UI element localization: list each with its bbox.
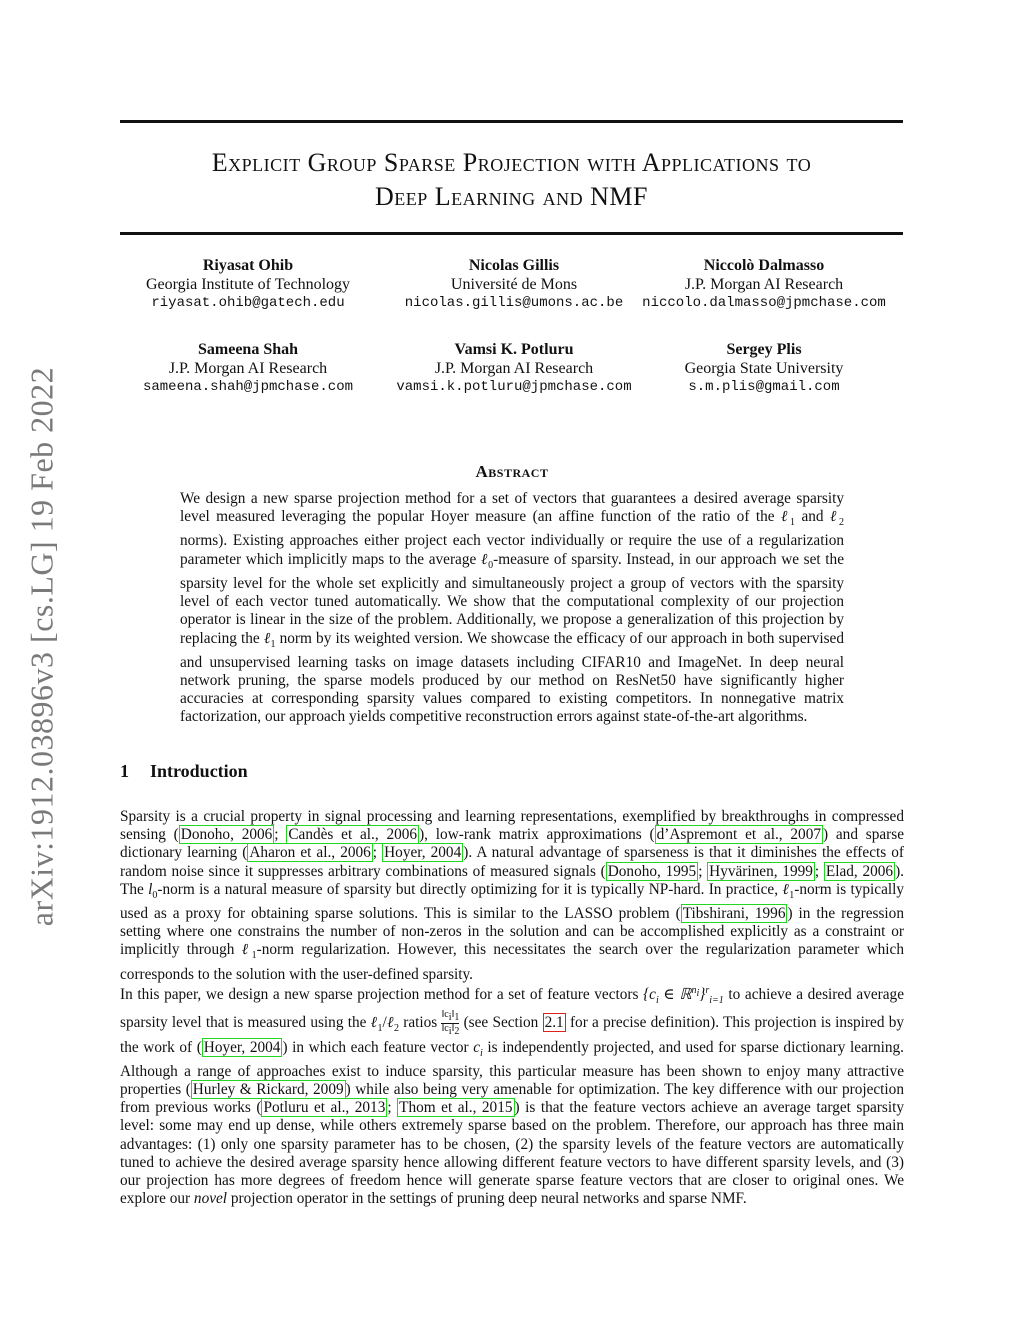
- author-name: Nicolas Gillis: [468, 257, 560, 274]
- abstract-heading: Abstract: [475, 462, 549, 481]
- citation-link[interactable]: Aharon et al., 2006: [249, 844, 371, 862]
- intro-paragraph-1: Sparsity is a crucial property in signal processing and learning representations, exemplified by breakthroughs in compressed sensing ( Donoho, 2006 ; Candès et al., 2006 ), low-rank matrix approximations ( d’Aspremont et al., 2007 ) and sparse dictionary learning ( Aharon et al., 2006 ; Hoyer, 2004 ). A natural advantage of sparseness is that it diminishes the effects of random noise since it suppresses arbitrary combinations of measured signals ( Donoho, 1995 ; Hyvärinen, 1999 ; Elad, 2006 ). The $l_0$-norm is a natural measure of sparsity but directly optimizing for it is typically NP-hard. In practice, ℓ$_1$-norm is typically used as a proxy for obtaining sparse solutions. This is similar to the LASSO problem ( Tibshirani, 1996 ) in the regression setting where one constrains the number of non-zeros in the solution and can be accomplished explicitly as a constraint or implicitly through ℓ$_1$-norm regularization. However, this necessitates the search over the regularization parameter which corresponds to the solution with the user-defined sparsity.: [120, 808, 905, 983]
- author-email[interactable]: riyasat.ohib@gatech.edu: [151, 295, 345, 311]
- author-email[interactable]: sameena.shah@jpmchase.com: [142, 379, 354, 395]
- citation-link[interactable]: Hoyer, 2004: [384, 844, 462, 862]
- author-affiliation: J.P. Morgan AI Research: [434, 360, 594, 377]
- citation-link[interactable]: Hurley & Rickard, 2009: [192, 1081, 344, 1099]
- author-email[interactable]: vamsi.k.potluru@jpmchase.com: [396, 379, 632, 395]
- citation-link[interactable]: Thom et al., 2015: [399, 1099, 513, 1117]
- abstract-body: We design a new sparse projection method for a set of vectors that guarantees a desired average sparsity level measured leveraging the popular Hoyer measure (an affine function of the ratio of the ℓ$_1$ and ℓ$_2$ norms). Existing approaches either project each vector individually or require the use of a regularization parameter which implicitly maps to the average ℓ$_0$-measure of sparsity. Instead, in our approach we set the sparsity level for the whole set explicitly and simultaneously project a group of vectors with the sparsity level of each vector tuned automatically. We show that the computational complexity of our projection operator is linear in the size of the problem. Additionally, we propose a generalization of this projection by replacing the ℓ$_1$ norm by its weighted version. We showcase the efficacy of our approach in both supervised and unsupervised learning tasks on image datasets including CIFAR10 and ImageNet. In deep neural network pruning, the sparse models produced by our method on ResNet50 have significantly higher accuracies at corresponding sparsity values compared to existing competitors. In nonnegative matrix factorization, our approach yields competitive reconstruction errors against state-of-the-art algorithms.: [180, 490, 844, 726]
- author-name: Niccolò Dalmasso: [703, 257, 825, 274]
- author-block: [376, 340, 652, 397]
- section-title: Introduction: [150, 761, 248, 781]
- author-name: Riyasat Ohib: [202, 257, 294, 274]
- abstract-text: -measure of sparsity. Instead, in our approach we set the sparsity level for the whole set explicitly and simultaneously project a group of vectors with the sparsity level of each vector tuned automatically. We show that the computational complexity of our projection operator is linear in the size of the problem. Additionally, we propose a generalization of this projection by replacing the: [180, 550, 844, 647]
- abstract-text: norms). Existing approaches either project each vector individually or require the use of a regularization parameter which implicitly maps to the average: [180, 532, 844, 568]
- author-block: [376, 256, 652, 313]
- citation-link[interactable]: Hoyer, 2004: [203, 1038, 281, 1056]
- author-affiliation: Georgia State University: [684, 360, 844, 377]
- author-block: [120, 256, 376, 313]
- author-name: Sameena Shah: [197, 341, 299, 358]
- citation-link[interactable]: Tibshirani, 1996: [682, 905, 786, 923]
- arxiv-identifier-stamp: arXiv:1912.03896v3 [cs.LG] 19 Feb 2022: [23, 366, 60, 927]
- citation-link[interactable]: Potluru et al., 2013: [263, 1099, 386, 1117]
- author-block: [624, 256, 904, 313]
- citation-link[interactable]: Hyvärinen, 1999: [709, 862, 813, 880]
- author-email[interactable]: s.m.plis@gmail.com: [688, 379, 840, 395]
- abstract-text: norm by its weighted version. We showcase the efficacy of our approach in both supervised and unsupervised learning tasks on image datasets including CIFAR10 and ImageNet. In deep neural network pruning, the sparse models produced by our method on ResNet50 have significantly higher accuracies at corresponding sparsity values compared to existing competitors. In nonnegative matrix factorization, our approach yields competitive reconstruction errors against state-of-the-art algorithms.: [180, 629, 844, 726]
- paper-title-line-1: Explicit Group Sparse Projection with Applications to: [211, 148, 812, 177]
- author-block: [120, 340, 376, 397]
- title-rule-bottom: [120, 232, 903, 235]
- author-affiliation: Georgia Institute of Technology: [145, 276, 351, 293]
- intro-paragraph-2: In this paper, we design a new sparse projection method for a set of feature vectors {$c_i$ ∈ ℝ$^{n_i}$}$^r_{i=1}$ to achieve a desired average sparsity level that is measured using the ℓ$_1$/ℓ$_2$ ratios $\frac{‖c_i‖_1}{‖c_i‖_2} (see$ Section 2.1 for a precise definition). This projection is inspired by the work of ( Hoyer, 2004 ) in which each feature vector $c_i$ is independently projected, and used for sparse dictionary learning. Although a range of approaches exist to induce sparsity, this particular measure has been shown to enjoy many attractive properties ( Hurley & Rickard, 2009 ) while also being very amenable for optimization. The key difference with our projection from previous works ( Potluru et al., 2013 ; Thom et al., 2015 ) is that the feature vectors achieve an average target sparsity level: some may end up dense, while others extremely sparse based on the problem. Therefore, our approach has three main advantages: (1) only one sparsity parameter has to be chosen, (2) the sparsity levels of the feature vectors are automatically tuned to achieve the desired average sparsity hence allowing different feature vectors to have different sparsity levels, and (3) our projection has more degrees of freedom hence will generate sparse feature vectors that are closer to original ones. We explore our novel projection operator in the settings of pruning deep neural networks and sparse NMF.: [120, 985, 905, 1208]
- title-rule-top: [120, 120, 903, 123]
- abstract-text: and: [795, 508, 830, 526]
- citation-link[interactable]: d’Aspremont et al., 2007: [656, 826, 821, 844]
- author-email[interactable]: nicolas.gillis@umons.ac.be: [404, 295, 624, 311]
- author-affiliation: J.P. Morgan AI Research: [684, 276, 844, 293]
- author-block: [624, 340, 904, 397]
- citation-link[interactable]: Donoho, 2006: [180, 826, 273, 844]
- citation-link[interactable]: Donoho, 1995: [607, 862, 697, 880]
- section-number: 1: [120, 761, 129, 781]
- author-email[interactable]: niccolo.dalmasso@jpmchase.com: [642, 295, 886, 311]
- section-reference-link[interactable]: 2.1: [544, 1014, 564, 1032]
- author-affiliation: J.P. Morgan AI Research: [168, 360, 328, 377]
- author-name: Vamsi K. Potluru: [454, 341, 574, 358]
- author-affiliation: Université de Mons: [450, 276, 578, 293]
- abstract-text: We design a new sparse projection method for a set of vectors that guarantees a desired average sparsity level measured leveraging the popular Hoyer measure (an affine function of the ratio of the: [180, 490, 844, 526]
- citation-link[interactable]: Candès et al., 2006: [288, 826, 418, 844]
- section-heading: [120, 761, 248, 782]
- author-name: Sergey Plis: [726, 341, 802, 358]
- citation-link[interactable]: Elad, 2006: [825, 862, 894, 880]
- paper-title-line-2: Deep Learning and NMF: [374, 182, 648, 211]
